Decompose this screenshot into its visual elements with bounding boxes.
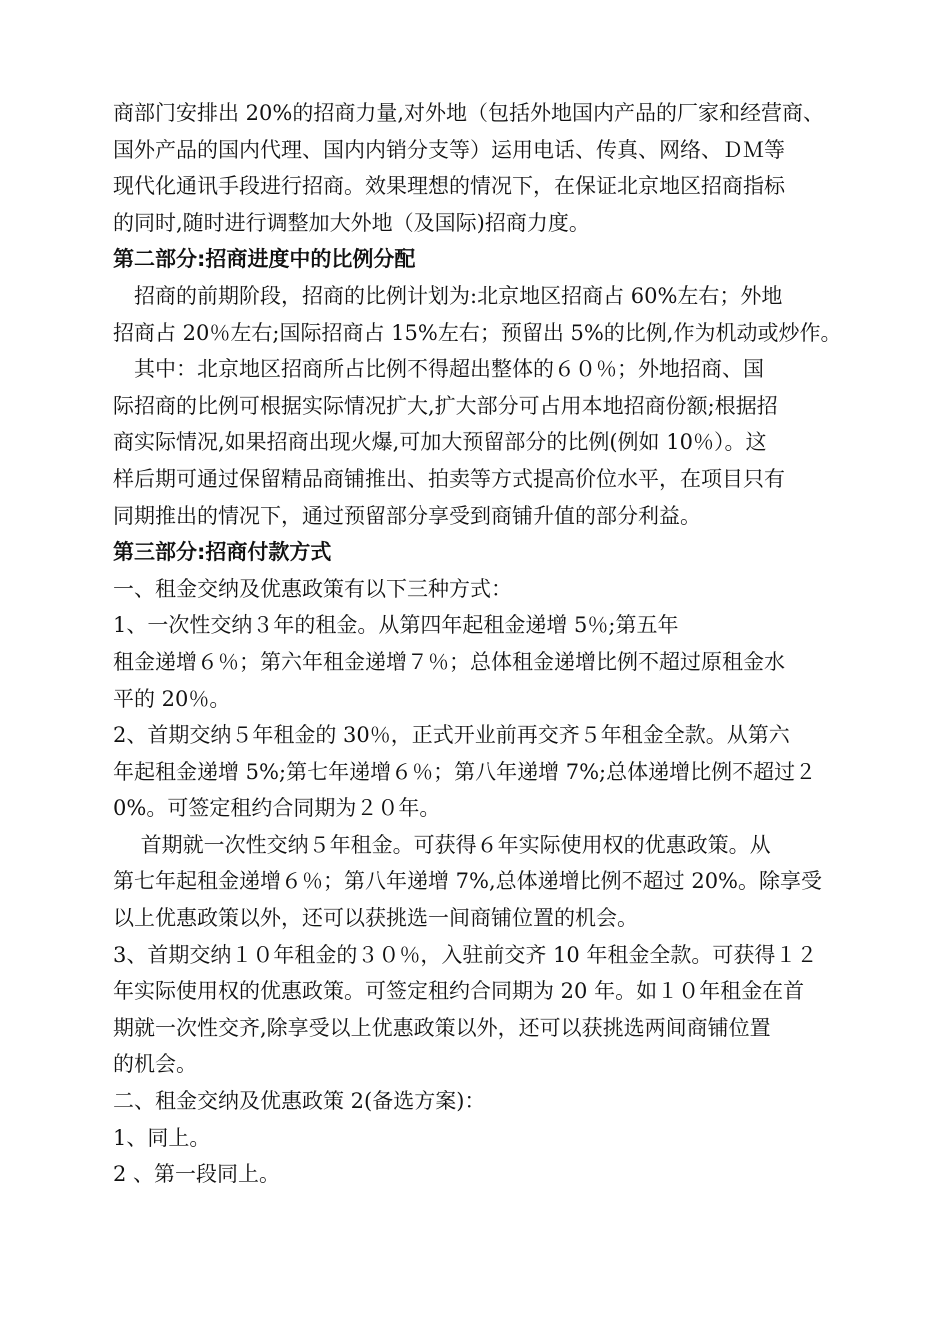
body-line: 国外产品的国内代理、国内内销分支等）运用电话、传真、网络、ＤＭ等 bbox=[113, 137, 785, 162]
body-line: 招商的前期阶段，招商的比例计划为:北京地区招商占 60%左右；外地 bbox=[113, 283, 783, 308]
list-item: 1、同上。 bbox=[113, 1125, 211, 1150]
list-item: 2、首期交纳５年租金的 30％，正式开业前再交齐５年租金全款。从第六 bbox=[113, 723, 790, 748]
section-heading-part-three: 第三部分:招商付款方式 bbox=[113, 540, 332, 565]
list-item: 2 、第一段同上。 bbox=[113, 1162, 281, 1187]
body-line: 的机会。 bbox=[113, 1052, 197, 1077]
body-line: 商实际情况,如果招商出现火爆,可加大预留部分的比例(例如 10％）。这 bbox=[113, 430, 767, 455]
body-line: 招商占 20％左右;国际招商占 15%左右；预留出 5%的比例,作为机动或炒作。 bbox=[113, 320, 842, 345]
body-line: 样后期可通过保留精品商铺推出、拍卖等方式提高价位水平，在项目只有 bbox=[113, 466, 785, 491]
body-line: 年起租金递增 5%;第七年递增６％；第八年递增 7%;总体递增比例不超过２ bbox=[113, 759, 817, 784]
body-line: 同期推出的情况下，通过预留部分享受到商铺升值的部分利益。 bbox=[113, 503, 701, 528]
section-heading-part-two: 第二部分:招商进度中的比例分配 bbox=[113, 247, 416, 272]
body-line: 以上优惠政策以外，还可以获挑选一间商铺位置的机会。 bbox=[113, 906, 638, 931]
document-page bbox=[113, 95, 840, 1193]
body-line: 其中：北京地区招商所占比例不得超出整体的６０％；外地招商、国 bbox=[113, 357, 764, 382]
list-heading: 二、租金交纳及优惠政策 2(备选方案)： bbox=[113, 1089, 486, 1114]
body-line: 首期就一次性交纳５年租金。可获得６年实际使用权的优惠政策。从 bbox=[113, 832, 771, 857]
body-line: 第七年起租金递增６％；第八年递增 7%,总体递增比例不超过 20%。除享受 bbox=[113, 869, 823, 894]
body-line: 平的 20％。 bbox=[113, 686, 231, 711]
body-line: 年实际使用权的优惠政策。可签定租约合同期为 20 年。如１０年租金在首 bbox=[113, 979, 805, 1004]
body-line: 的同时,随时进行调整加大外地（及国际)招商力度。 bbox=[113, 210, 590, 235]
body-line: 0%。可签定租约合同期为２０年。 bbox=[113, 796, 441, 821]
body-line: 期就一次性交齐,除享受以上优惠政策以外，还可以获挑选两间商铺位置 bbox=[113, 1015, 771, 1040]
list-heading: 一、租金交纳及优惠政策有以下三种方式： bbox=[113, 576, 512, 601]
body-line: 际招商的比例可根据实际情况扩大,扩大部分可占用本地招商份额;根据招 bbox=[113, 393, 778, 418]
body-line: 商部门安排出 20%的招商力量,对外地（包括外地国内产品的厂家和经营商、 bbox=[113, 101, 825, 125]
list-item: 1、一次性交纳３年的租金。从第四年起租金递增 5％;第五年 bbox=[113, 613, 679, 638]
body-line: 租金递增６％；第六年租金递增７％；总体租金递增比例不超过原租金水 bbox=[113, 649, 785, 674]
list-item: 3、首期交纳１０年租金的３０％，入驻前交齐 10 年租金全款。可获得１２ bbox=[113, 942, 818, 967]
body-line: 现代化通讯手段进行招商。效果理想的情况下，在保证北京地区招商指标 bbox=[113, 174, 785, 199]
